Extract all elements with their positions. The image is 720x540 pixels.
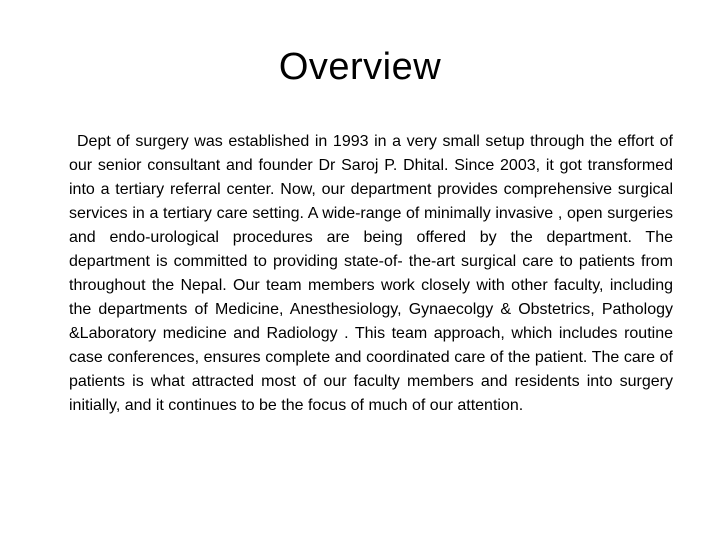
overview-paragraph: Dept of surgery was established in 1993 in a very small setup through the effort of our senior consultant and founder Dr Saroj P. Dhital. Since 2003, it got transformed into a tertiary referral center. Now, our department provides comprehensive surgical services in a tertiary care setting. A wide-range of minimally invasive , open surgeries and endo-urological procedures are being offered by the department. The department is committed to providing state-of- the-art surgical care to patients from throughout the Nepal. Our team members work closely with other faculty, including the departments of Medicine, Anesthesiology, Gynaecolgy & Obstetrics, Pathology &Laboratory medicine and Radiology . This team approach, which includes routine case conferences, ensures complete and coordinated care of the patient. The care of patients is what attracted most of our faculty members and residents into surgery initially, and it continues to be the focus of much of our attention. [69, 133, 673, 414]
slide-title: Overview [278, 46, 442, 88]
